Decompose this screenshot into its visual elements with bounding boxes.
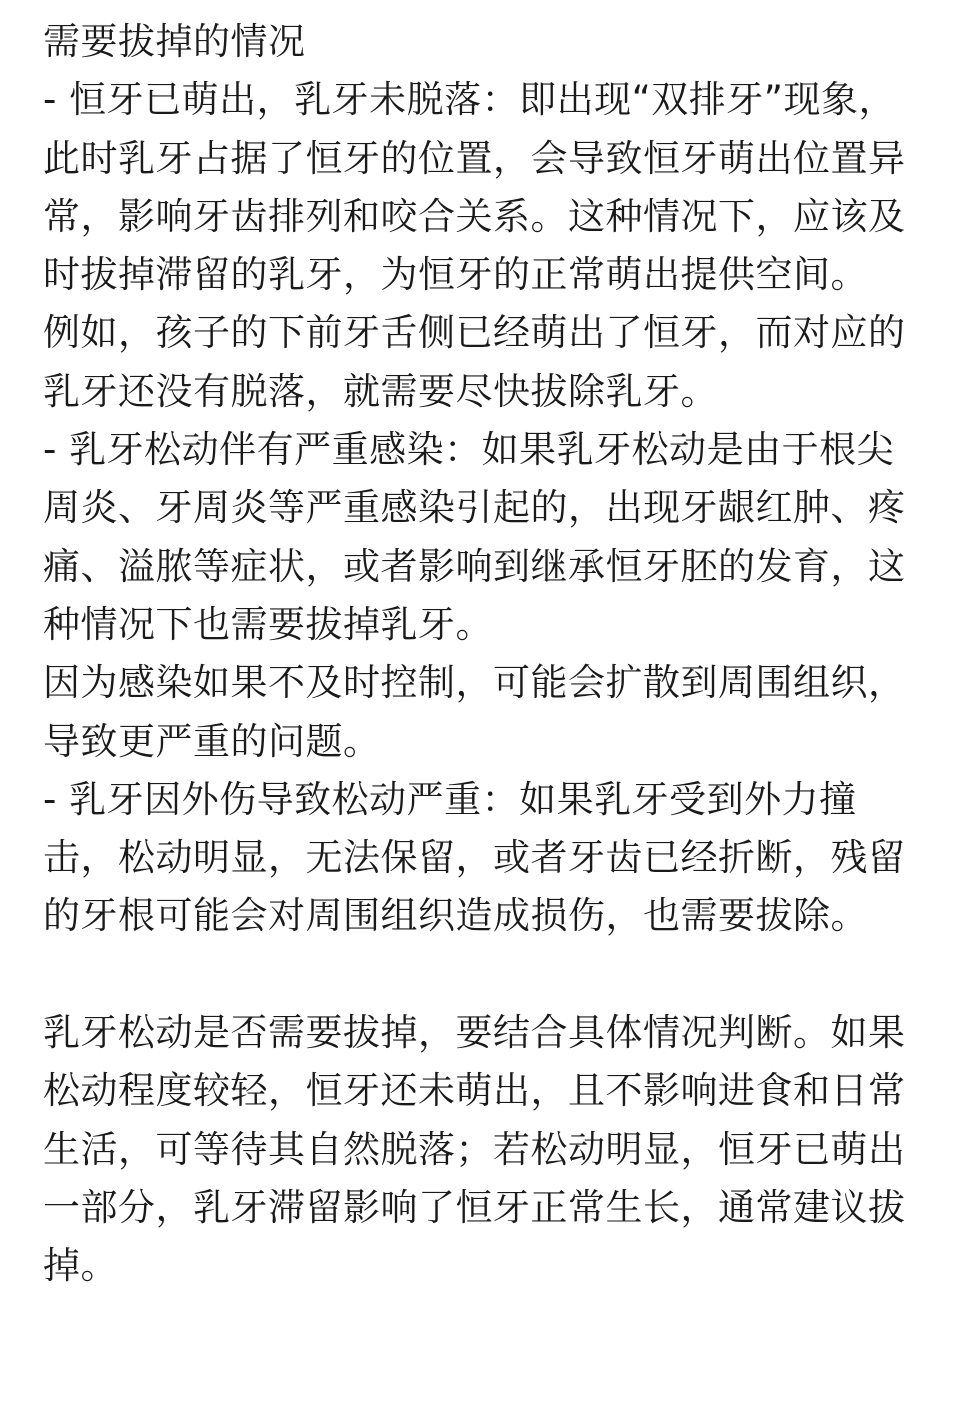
paragraph-spacer — [43, 946, 923, 1004]
paragraph-trauma: - 乳牙因外伤导致松动严重：如果乳牙受到外力撞击，松动明显，无法保留，或者牙齿已经折断，残留的牙根可能会对周围组织造成损伤，也需要拔除。 — [43, 777, 906, 938]
document-body — [43, 13, 923, 1296]
paragraph-example: 例如，孩子的下前牙舌侧已经萌出了恒牙，而对应的乳牙还没有脱落，就需要尽快拔除乳牙。 — [43, 311, 906, 413]
paragraph-infection-reason: 因为感染如果不及时控制，可能会扩散到周围组织，导致更严重的问题。 — [43, 661, 906, 763]
paragraph-double-teeth: - 恒牙已萌出，乳牙未脱落：即出现“双排牙”现象，此时乳牙占据了恒牙的位置，会导致恒牙萌出位置异常，影响牙齿排列和咬合关系。这种情况下，应该及时拔掉滞留的乳牙，为恒牙的正常萌出提供空间。 — [43, 78, 906, 297]
section-heading: 需要拔掉的情况 — [43, 20, 306, 63]
paragraph-infection: - 乳牙松动伴有严重感染：如果乳牙松动是由于根尖周炎、牙周炎等严重感染引起的，出现牙龈红肿、疼痛、溢脓等症状，或者影响到继承恒牙胚的发育，这种情况下也需要拔掉乳牙。 — [43, 428, 906, 646]
paragraph-summary: 乳牙松动是否需要拔掉，要结合具体情况判断。如果松动程度较轻，恒牙还未萌出，且不影响进食和日常生活，可等待其自然脱落；若松动明显，恒牙已萌出一部分，乳牙滞留影响了恒牙正常生长，通常建议拔掉。 — [43, 1011, 906, 1288]
